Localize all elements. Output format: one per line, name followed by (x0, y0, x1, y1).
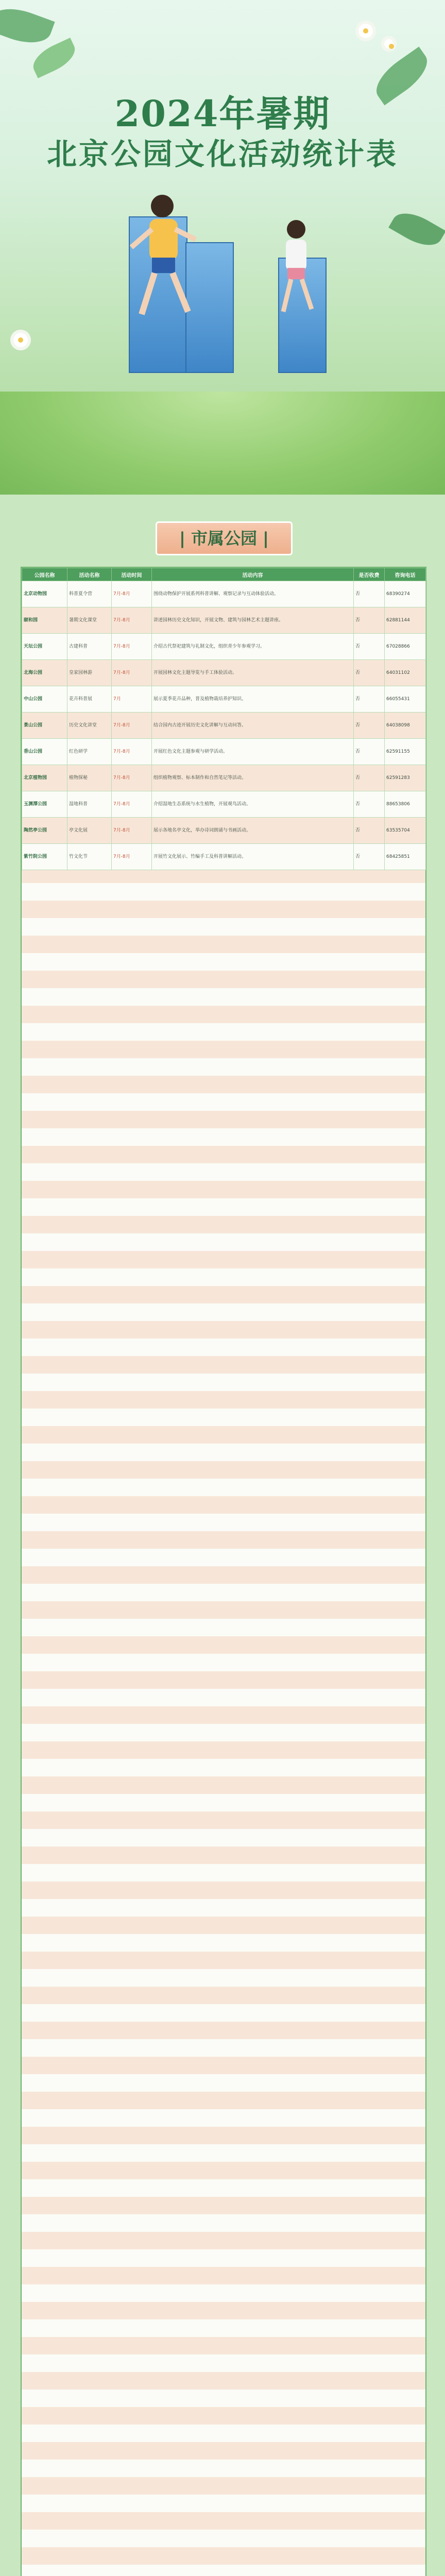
table-cell-time: 7月-8月 (112, 713, 152, 739)
table-cell-content: 开展园林文化主题导览与手工体验活动。 (152, 660, 354, 686)
table-cell-fee: 否 (354, 581, 385, 607)
table-row (22, 607, 426, 634)
table-cell-name: 历史文化讲堂 (67, 713, 112, 739)
table-body (22, 581, 426, 870)
table-cell-park: 北京动物园 (22, 581, 67, 607)
table-cell-name: 科普夏令营 (67, 581, 112, 607)
table-cell-phone: 63535704 (385, 818, 426, 844)
table-cell-time: 7月-8月 (112, 844, 152, 870)
leaf-decoration (0, 1, 55, 50)
table-row (22, 844, 426, 870)
table-cell-time: 7月-8月 (112, 818, 152, 844)
table-cell-park: 颐和园 (22, 607, 67, 634)
table-cell-fee: 否 (354, 818, 385, 844)
flower-icon (355, 21, 376, 41)
activity-table (21, 567, 426, 2576)
table-cell-park: 景山公园 (22, 713, 67, 739)
table-cell-content: 开展竹文化展示、竹编手工及科普讲解活动。 (152, 844, 354, 870)
table-cell-fee: 否 (354, 660, 385, 686)
table-cell-phone: 68425851 (385, 844, 426, 870)
table-cell-park: 北海公园 (22, 660, 67, 686)
table-cell-fee: 否 (354, 791, 385, 818)
table-cell-fee: 否 (354, 607, 385, 634)
leaf-decoration (388, 205, 445, 253)
column-header: 咨询电话 (385, 568, 426, 581)
column-header: 公园名称 (22, 568, 67, 581)
table-cell-time: 7月-8月 (112, 607, 152, 634)
runner-illustration (124, 191, 201, 325)
table-cell-phone: 67028866 (385, 634, 426, 660)
table-cell-park: 天坛公园 (22, 634, 67, 660)
table-cell-fee: 否 (354, 634, 385, 660)
table-cell-name: 花卉科普展 (67, 686, 112, 713)
section-badge: | 市属公园 | (156, 521, 293, 555)
table-row (22, 791, 426, 818)
grass-ground (0, 392, 445, 495)
table-cell-phone: 64038098 (385, 713, 426, 739)
table-cell-phone: 68390274 (385, 581, 426, 607)
table-cell-content: 结合园内古迹开展历史文化讲解与互动问答。 (152, 713, 354, 739)
table-cell-phone: 66055431 (385, 686, 426, 713)
runner-illustration (268, 216, 324, 319)
page-title-year: 2024年暑期 (114, 92, 331, 135)
table-cell-name: 皇家园林游 (67, 660, 112, 686)
table-row (22, 634, 426, 660)
flower-icon (10, 330, 31, 350)
table-cell-time: 7月 (112, 686, 152, 713)
table-cell-time: 7月-8月 (112, 634, 152, 660)
column-header: 活动名称 (67, 568, 112, 581)
activity-table-grid (22, 568, 426, 870)
table-cell-time: 7月-8月 (112, 660, 152, 686)
table-cell-phone: 64031102 (385, 660, 426, 686)
table-cell-name: 暑期文化课堂 (67, 607, 112, 634)
table-cell-park: 北京植物园 (22, 765, 67, 791)
table-row (22, 739, 426, 765)
column-header: 是否收费 (354, 568, 385, 581)
table-cell-content: 组织植物观察、标本制作和自然笔记等活动。 (152, 765, 354, 791)
table-row (22, 660, 426, 686)
table-cell-phone: 62591155 (385, 739, 426, 765)
table-cell-fee: 否 (354, 713, 385, 739)
table-cell-phone: 62591283 (385, 765, 426, 791)
table-cell-time: 7月-8月 (112, 739, 152, 765)
table-cell-phone: 62881144 (385, 607, 426, 634)
table-cell-content: 展示各地名亭文化，举办诗词朗诵与书画活动。 (152, 818, 354, 844)
table-cell-fee: 否 (354, 686, 385, 713)
leaf-decoration (28, 38, 80, 78)
table-cell-name: 亭文化展 (67, 818, 112, 844)
flower-icon (381, 36, 397, 52)
table-row (22, 818, 426, 844)
table-cell-content: 开展红色文化主题参观与研学活动。 (152, 739, 354, 765)
table-row (22, 713, 426, 739)
table-cell-park: 香山公园 (22, 739, 67, 765)
table-cell-content: 介绍古代祭祀建筑与礼制文化，组织青少年参观学习。 (152, 634, 354, 660)
table-cell-fee: 否 (354, 765, 385, 791)
column-header: 活动内容 (152, 568, 354, 581)
table-cell-name: 湿地科普 (67, 791, 112, 818)
table-cell-time: 7月-8月 (112, 581, 152, 607)
page-title: 北京公园文化活动统计表 (46, 137, 398, 172)
table-cell-park: 玉渊潭公园 (22, 791, 67, 818)
table-cell-name: 红色研学 (67, 739, 112, 765)
table-row (22, 765, 426, 791)
table-cell-content: 讲述园林历史文化知识，开展文物、建筑与园林艺术主题讲座。 (152, 607, 354, 634)
hero-banner (0, 0, 445, 495)
column-header: 活动时间 (112, 568, 152, 581)
table-cell-fee: 否 (354, 739, 385, 765)
table-cell-content: 介绍湿地生态系统与水生植物，开展观鸟活动。 (152, 791, 354, 818)
table-cell-park: 中山公园 (22, 686, 67, 713)
table-cell-name: 植物探秘 (67, 765, 112, 791)
table-cell-time: 7月-8月 (112, 791, 152, 818)
table-cell-time: 7月-8月 (112, 765, 152, 791)
table-cell-fee: 否 (354, 844, 385, 870)
table-cell-name: 古建科普 (67, 634, 112, 660)
table-row (22, 581, 426, 607)
table-cell-park: 紫竹院公园 (22, 844, 67, 870)
table-cell-content: 展示夏季花卉品种，普及植物栽培养护知识。 (152, 686, 354, 713)
table-cell-park: 陶然亭公园 (22, 818, 67, 844)
table-row (22, 686, 426, 713)
table-cell-phone: 88653806 (385, 791, 426, 818)
table-cell-content: 围绕动物保护开展系列科普讲解、观察记录与互动体验活动。 (152, 581, 354, 607)
table-cell-name: 竹文化节 (67, 844, 112, 870)
